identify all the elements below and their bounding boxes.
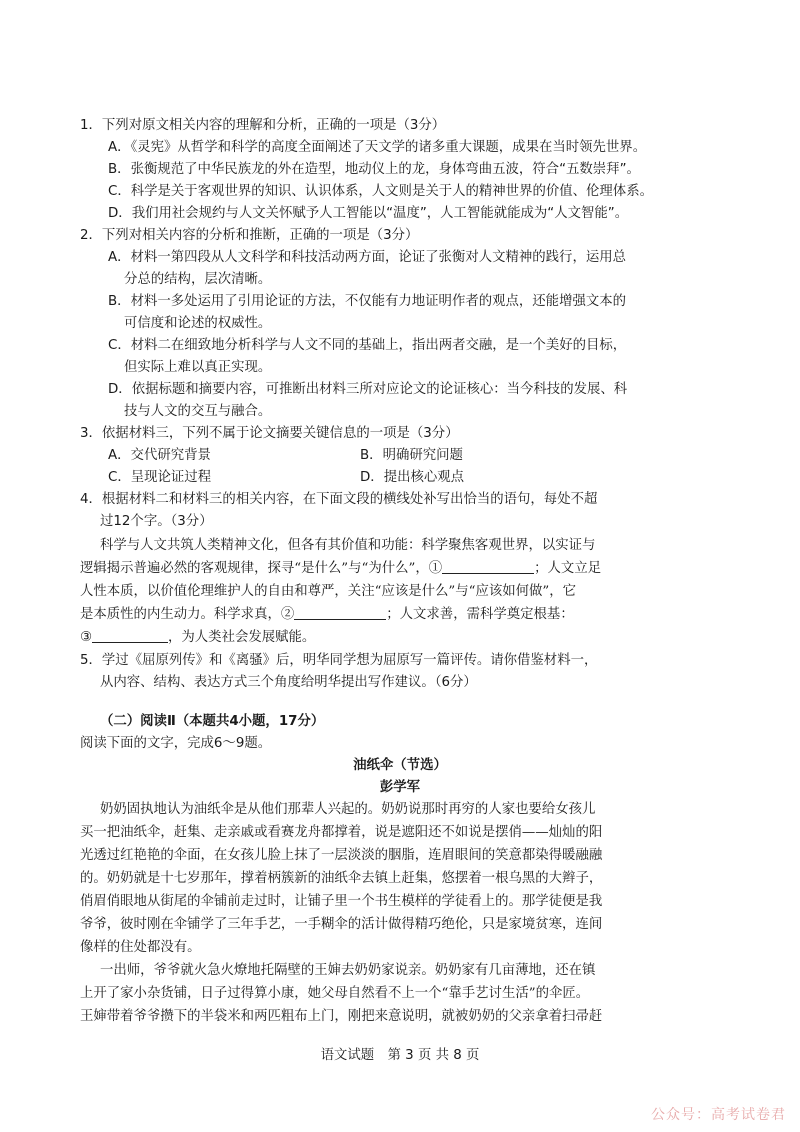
story-line: 一出师，爷爷就火急火燎地托隔壁的王婶去奶奶家说亲。奶奶家有几亩薄地，还在镇 (100, 963, 596, 978)
q3-option-b: B．明确研究问题 (360, 448, 463, 463)
q4-passage-line-3: 人性本质，以价值伦理维护人的自由和尊严，关注“应该是什么”与“应该如何做”，它 (80, 584, 577, 599)
q3-option-c: C．呈现论证过程 (108, 470, 212, 485)
q2-option-b-cont: 可信度和论述的权威性。 (124, 316, 272, 331)
q2-option-d: D．依据标题和摘要内容，可推断出材料三所对应论文的论证核心：当今科技的发展、科 (108, 382, 628, 397)
q4-passage-line-2 (80, 559, 601, 579)
q4-passage-line-1: 科学与人文共筑人类精神文化，但各有其价值和功能：科学聚焦客观世界，以实证与 (100, 538, 596, 553)
story-line: 的。奶奶就是十七岁那年，撑着柄簇新的油纸伞去镇上赶集，悠摆着一根乌黑的大辫子， (80, 871, 603, 886)
q4-passage-line-5 (80, 628, 315, 648)
q2-option-d-cont: 技与人文的交互与融合。 (124, 404, 272, 419)
q4-passage-text: 是本质性的内生动力。科学求真，② (80, 607, 295, 622)
answer-blank-1[interactable] (442, 559, 534, 574)
q1-option-b: B．张衡规范了中华民族龙的外在造型，地动仪上的龙，身体弯曲五波，符合“五数崇拜”。 (108, 162, 640, 177)
q5-stem: 5．学过《屈原列传》和《离骚》后，明华同学想为屈原写一篇评传。请你借鉴材料一， (80, 653, 598, 668)
q4-passage-text: ，为人类社会发展赋能。 (168, 630, 316, 645)
q2-stem: 2．下列对相关内容的分析和推断，正确的一项是（3分） (80, 228, 419, 243)
story-title: 油纸伞（节选） (353, 758, 447, 773)
answer-blank-3[interactable] (92, 628, 168, 643)
page-number: 语文试题 第 3 页 共 8 页 (320, 1048, 480, 1063)
answer-blank-2[interactable] (294, 605, 386, 620)
section-header: （二）阅读Ⅱ（本题共4小题，17分） (100, 714, 325, 729)
section-instruction: 阅读下面的文字，完成6～9题。 (80, 736, 272, 751)
q1-stem: 1．下列对原文相关内容的理解和分析，正确的一项是（3分） (80, 118, 446, 133)
q4-passage-line-4 (80, 605, 574, 625)
q2-option-c: C．材料二在细致地分析科学与人文不同的基础上，指出两者交融，是一个美好的目标， (108, 338, 627, 353)
q2-option-a-cont: 分总的结构，层次清晰。 (124, 272, 272, 287)
q4-passage-text: ；人文求善，需科学奠定根基： (386, 607, 574, 622)
watermark: 公众号：高考试卷君 (651, 1107, 786, 1123)
story-line: 奶奶固执地认为油纸伞是从他们那辈人兴起的。奶奶说那时再穷的人家也要给女孩儿 (100, 802, 596, 817)
story-author: 彭学军 (379, 780, 421, 795)
q4-passage-text: ③ (80, 630, 93, 645)
story-line: 爷爷，彼时刚在伞铺学了三年手艺，一手糊伞的活计做得精巧绝伦，只是家境贫寒，连间 (80, 917, 603, 932)
q4-passage-text: ；人文立足 (534, 561, 602, 576)
q3-stem: 3．依据材料三，下列不属于论文摘要关键信息的一项是（3分） (80, 426, 459, 441)
story-line: 王婶带着爷爷攒下的半袋米和两匹粗布上门，刚把来意说明，就被奶奶的父亲拿着扫帚赶 (80, 1009, 603, 1024)
story-line: 买一把油纸伞，赶集、走亲戚或看赛龙舟都撑着，说是遮阳还不如说是摆俏——灿灿的阳 (80, 825, 603, 840)
q2-option-c-cont: 但实际上难以真正实现。 (124, 360, 272, 375)
story-line: 光透过红艳艳的伞面，在女孩儿脸上抹了一层淡淡的胭脂，连眉眼间的笑意都染得暖融融 (80, 848, 603, 863)
q4-passage-text: 逻辑揭示普遍必然的客观规律，探寻“是什么”与“为什么”，① (80, 561, 443, 576)
story-line: 上开了家小杂货铺，日子过得算小康，她父母自然看不上一个“靠手艺讨生活”的伞匠。 (80, 986, 590, 1001)
q5-stem-cont: 从内容、结构、表达方式三个角度给明华提出写作建议。（6分） (100, 675, 477, 690)
q2-option-a: A．材料一第四段从人文科学和科技活动两方面，论证了张衡对人文精神的践行，运用总 (108, 250, 627, 265)
q1-option-a: A．《灵宪》从哲学和科学的高度全面阐述了天文学的诸多重大课题，成果在当时领先世界。 (108, 140, 647, 155)
story-line: 俏眉俏眼地从街尾的伞铺前走过时，让铺子里一个书生模样的学徒看上的。那学徒便是我 (80, 894, 603, 909)
q1-option-c: C．科学是关于客观世界的知识、认识体系，人文则是关于人的精神世界的价值、伦理体系。 (108, 184, 653, 199)
q1-option-d: D．我们用社会规约与人文关怀赋予人工智能以“温度”，人工智能就能成为“人文智能”。 (108, 206, 629, 221)
q3-option-a: A．交代研究背景 (108, 448, 211, 463)
q3-option-d: D．提出核心观点 (360, 470, 465, 485)
q4-stem-cont: 过12个字。（3分） (100, 514, 213, 529)
q2-option-b: B．材料一多处运用了引用论证的方法，不仅能有力地证明作者的观点，还能增强文本的 (108, 294, 627, 309)
q4-stem: 4．根据材料二和材料三的相关内容，在下面文段的横线处补写出恰当的语句，每处不超 (80, 492, 598, 507)
story-line: 像样的住处都没有。 (80, 940, 201, 955)
